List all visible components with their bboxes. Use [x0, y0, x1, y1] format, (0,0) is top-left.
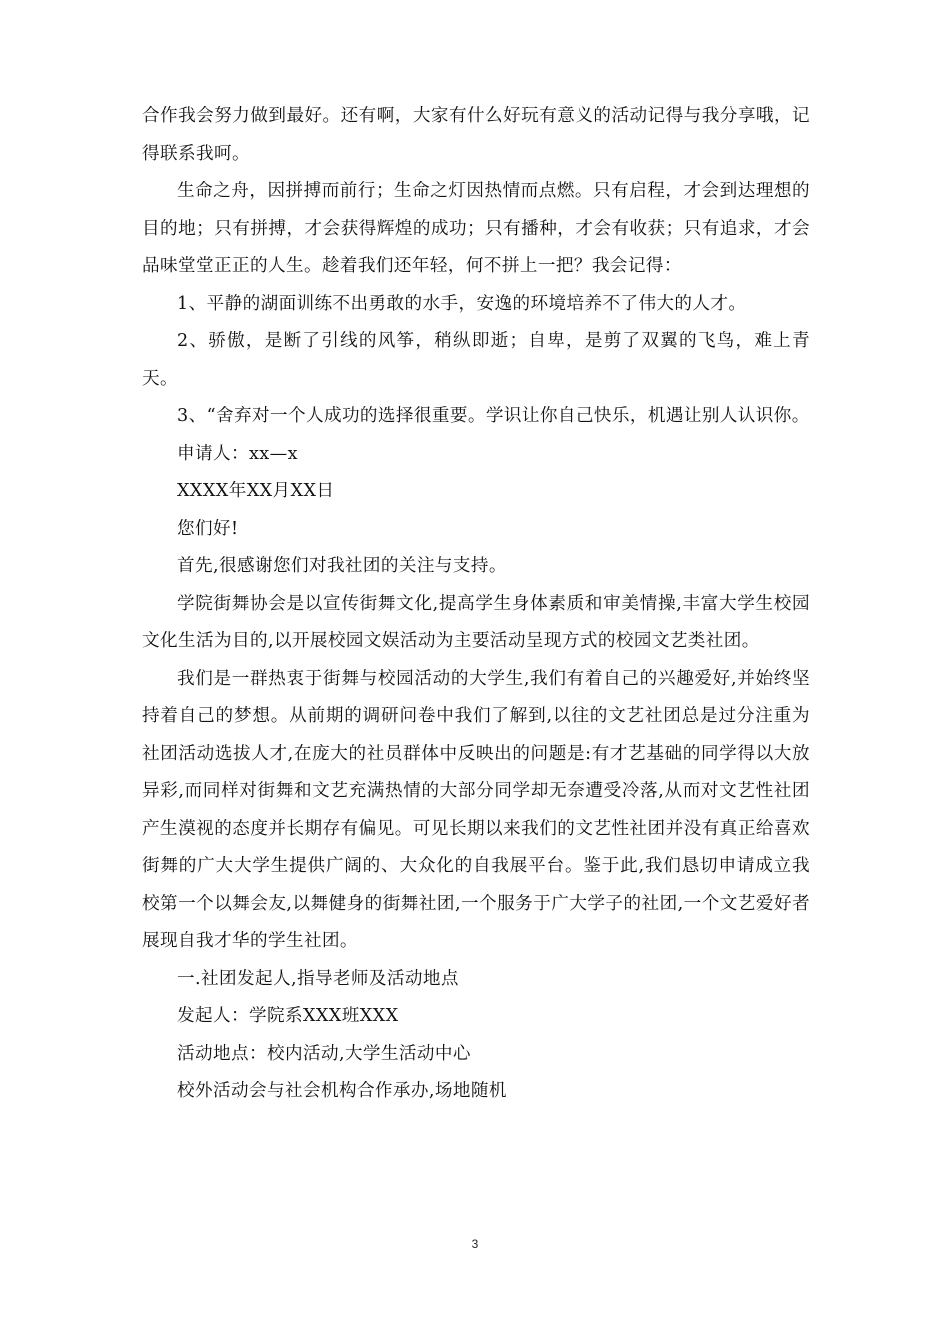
paragraph-quote-3: 3、“舍弃对一个人成功的选择很重要。学识让你自己快乐，机遇让别人认识你。 — [177, 406, 810, 426]
paragraph-quote-1: 1、平静的湖面训练不出勇敢的水手，安逸的环境培养不了伟大的人才。 — [177, 293, 747, 314]
founder-line: 发起人：学院系XXX班XXX — [177, 1006, 399, 1026]
applicant-line: 申请人：xx—x — [177, 443, 298, 464]
thanks-paragraph: 首先,很感谢您们对我社团的关注与支持。 — [177, 556, 507, 576]
motivation-paragraph: 我们是一群热衷于街舞与校园活动的大学生,我们有着自己的兴趣爱好,并始终坚持着自己的梦想。从前期的调研问卷中我们了解到,以往的文艺社团总是过分注重为社团活动选拔人才,在庞大的社员群体中反映出的问题是:有才艺基础的同学得以大放异彩,而同样对街舞和文艺充满热情的大部分同学却无奈遭受冷落,从而对文艺性社团产生漠视的态度并长期存有偏见。可见长期以来我们的文艺性社团并没有真正给喜欢街舞的广大大学生提供广阔的、大众化的自我展平台。鉴于此,我们恳切申请成立我校第一个以舞会友,以舞健身的街舞社团,一个服务于广大学子的社团,一个文艺爱好者展现自我才华的学生社团。 — [142, 668, 810, 951]
document-body — [142, 98, 810, 1111]
association-intro-paragraph: 学院街舞协会是以宣传街舞文化,提高学生身体素质和审美情操,丰富大学生校园文化生活为目的,以开展校园文娱活动为主要活动呈现方式的校园文艺类社团。 — [142, 593, 810, 651]
greeting-line: 您们好! — [177, 518, 239, 539]
paragraph-quote-2: 2、骄傲，是断了引线的风筝，稍纵即逝；自卑，是剪了双翼的飞鸟，难上青天。 — [142, 331, 810, 389]
section-heading-founders: 一.社团发起人,指导老师及活动地点 — [177, 968, 459, 989]
external-venue-line: 校外活动会与社会机构合作承办,场地随机 — [177, 1081, 507, 1101]
paragraph-closing-note: 合作我会努力做到最好。还有啊，大家有什么好玩有意义的活动记得与我分享哦，记得联系我呵。 — [142, 106, 810, 164]
venue-line: 活动地点：校内活动,大学生活动中心 — [177, 1043, 471, 1064]
page-number: 3 — [471, 1237, 479, 1251]
paragraph-life-motto: 生命之舟，因拼搏而前行；生命之灯因热情而点燃。只有启程，才会到达理想的目的地；只有拼搏，才会获得辉煌的成功；只有播种，才会有收获；只有追求，才会品味堂堂正正的人生。趁着我们还年轻，何不拼上一把？我会记得： — [142, 181, 810, 276]
date-line: XXXX年XX月XX日 — [177, 481, 335, 501]
